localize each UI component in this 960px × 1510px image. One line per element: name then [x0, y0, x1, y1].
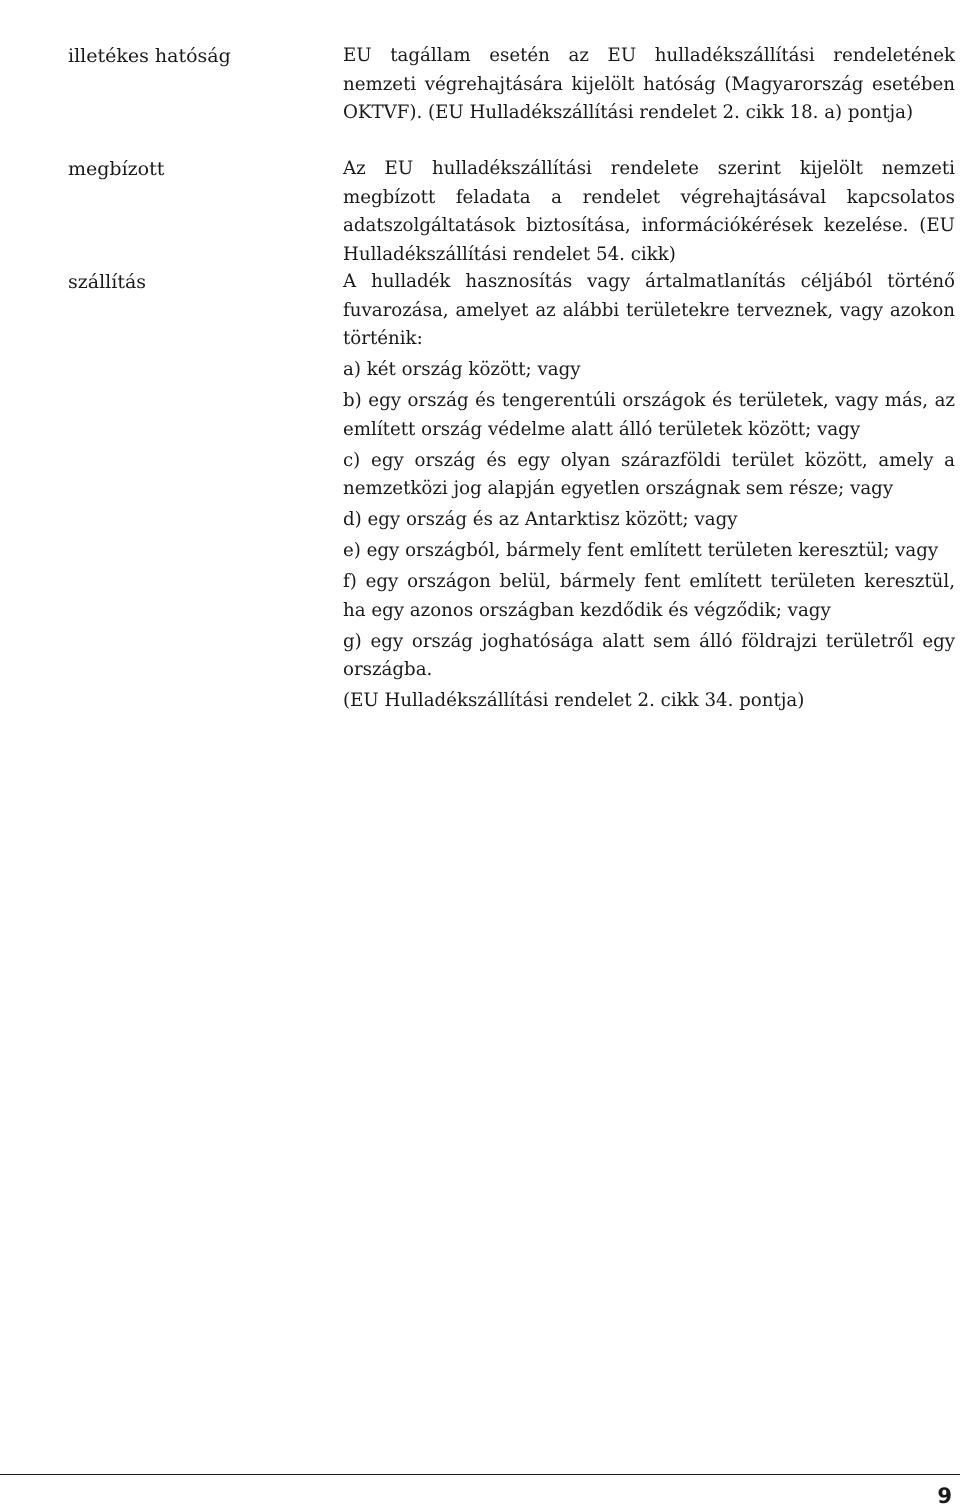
definition-list-item-f: f) egy országon belül, bármely fent említett területen keresztül, ha egy azonos országban kezdődik és végződik; vagy: [343, 571, 955, 621]
definition-list-item-d: d) egy ország és az Antarktisz között; vagy: [343, 509, 738, 530]
definition-list-item-e: e) egy országból, bármely fent említett területen keresztül; vagy: [343, 540, 939, 561]
definition-list-item-b: b) egy ország és tengerentúli országok és területek, vagy más, az említett ország védelme alatt álló területek között; vagy: [343, 390, 955, 440]
term-label: szállítás: [68, 271, 147, 293]
definition-list-item-g: g) egy ország joghatósága alatt sem álló földrajzi területről egy országba.: [343, 630, 955, 680]
definition-text: [343, 268, 955, 716]
term-label: illetékes hatóság: [68, 45, 231, 67]
definition-list-item-c: c) egy ország és egy olyan szárazföldi terület között, amely a nemzetközi jog alapján egyetlen országnak sem része; vagy: [343, 449, 955, 499]
definition-text: [343, 42, 955, 128]
footer-rule: [0, 1474, 960, 1475]
definition-list-item-a: a) két ország között; vagy: [343, 359, 581, 380]
definition-paragraph: Az EU hulladékszállítási rendelete szerint kijelölt nemzeti megbízott feladata a rendelet végrehajtásával kapcsolatos adatszolgáltatások biztosítása, információkérések kezelése. (EU Hulladékszállítási rendelet 54. cikk): [343, 158, 955, 265]
definition-paragraph: EU tagállam esetén az EU hulladékszállítási rendeletének nemzeti végrehajtására kijelölt hatóság (Magyarország esetében OKTVF). (EU Hulladékszállítási rendelet 2. cikk 18. a) pontja): [343, 45, 955, 123]
definition-reference: (EU Hulladékszállítási rendelet 2. cikk 34. pontja): [343, 690, 805, 711]
page-number: 9: [937, 1484, 952, 1508]
definition-paragraph: A hulladék hasznosítás vagy ártalmatlanítás céljából történő fuvarozása, amelyet az alábbi területekre terveznek, vagy azokon történik:: [343, 271, 955, 349]
definition-text: [343, 155, 955, 269]
term-label: megbízott: [68, 158, 165, 180]
